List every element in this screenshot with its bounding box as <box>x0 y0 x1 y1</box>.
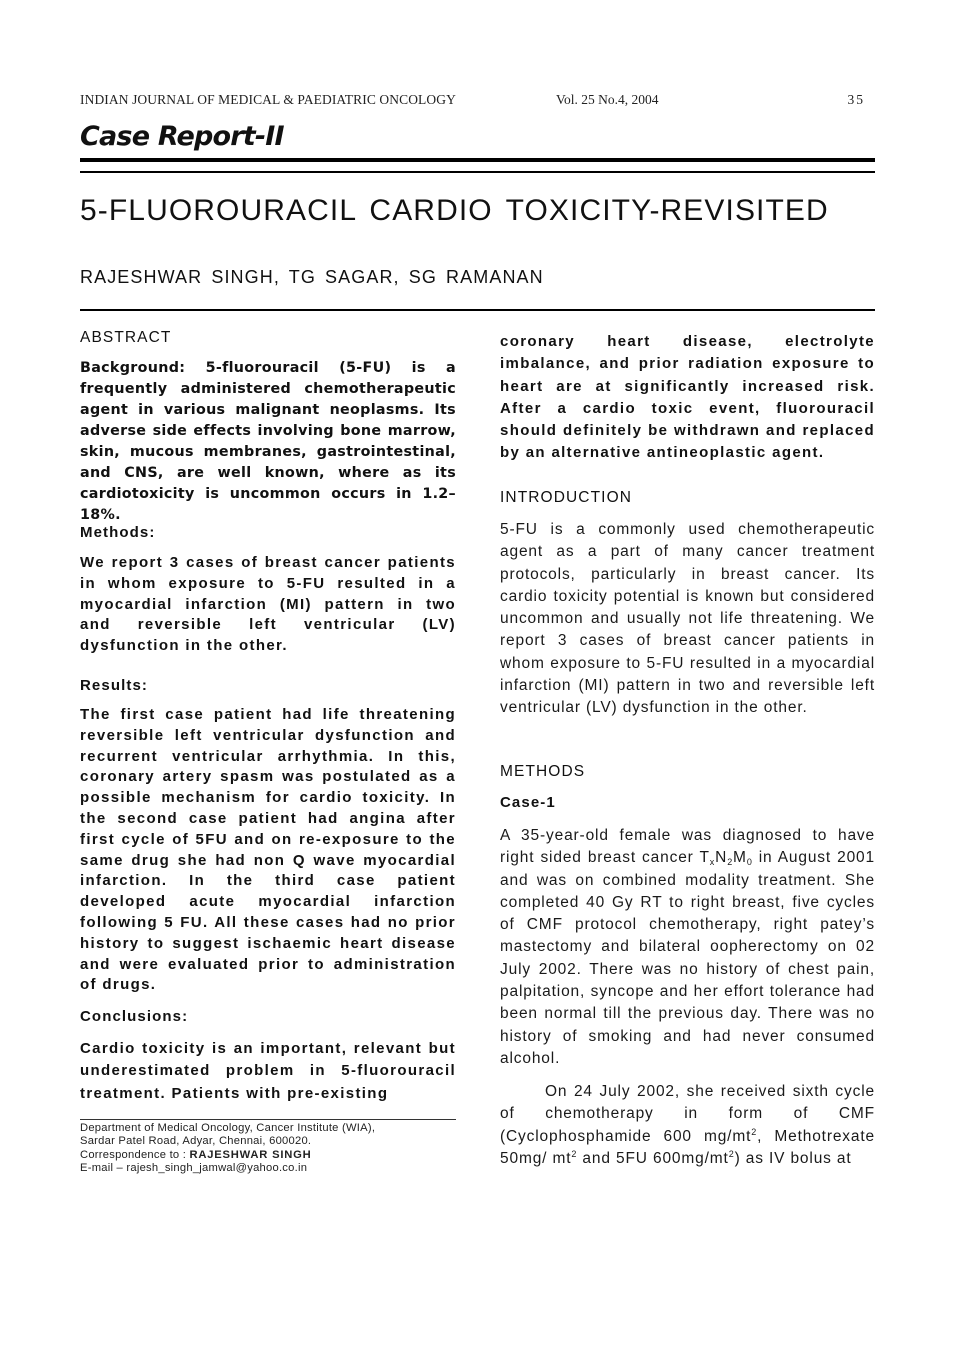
case-1-text-start: A 35-year-old female was diagnosed to have right sided breast cancer <box>500 827 875 867</box>
affiliation-line-2: Sardar Patel Road, Adyar, Chennai, 600020. <box>80 1135 312 1148</box>
journal-name: INDIAN JOURNAL OF MEDICAL & PAEDIATRIC ONCOLOGY <box>80 92 456 107</box>
running-head <box>80 92 875 110</box>
abstract-background: Background: 5-fluorouracil (5-FU) is a frequently administered chemotherapeutic agent in various malignant neoplasms. Its adverse side effects involving bone marrow, skin, mucous membranes, gastrointestinal, and CNS, are well known, where as its cardiotoxicity is uncommon occurs in 1.2–18%. <box>80 360 456 523</box>
section-label: Case Report-II <box>80 121 284 152</box>
correspondence-line <box>80 1149 470 1162</box>
case-1-text-rest: in August 2001 and was on combined modality treatment. She completed 40 Gy RT to right breast, five cycles of CMF protocol chemotherapy, right patey’s mastectomy and bilateral oopherectomy on 02 July 2002. There was no history of chest pain, palpitation, syncope and her effort tolerance had been normal till the previous day. There was no history of smoking and had never consumed alcohol. <box>500 849 875 1067</box>
affiliation-footnote <box>80 1122 470 1176</box>
case-1-paragraph-1 <box>500 825 875 1070</box>
abstract-heading: ABSTRACT <box>80 329 172 346</box>
article-authors: RAJESHWAR SINGH, TG SAGAR, SG RAMANAN <box>80 267 544 287</box>
case-1-label: Case-1 <box>500 794 556 811</box>
article-title: 5-FLUOROURACIL CARDIO TOXICITY-REVISITED <box>80 194 829 227</box>
page-number: 35 <box>847 92 865 107</box>
abstract-results: The first case patient had life threatening reversible left ventricular dysfunction and recurrent ventricular arrhythmia. In this, coronary artery spasm was postulated as a possible mechanism for cardio toxicity. In the second case patient had angina after first cycle of 5FU and on re-exposure to the same drug she had non Q wave myocardial infarction. In the third case patient developed acute myocardial infarction following 5 FU. All these cases had no prior history to suggest ischaemic heart disease and were evaluated prior to administration of drugs. <box>80 706 456 994</box>
case-1-paragraph-2: On 24 July 2002, she received sixth cycle of chemotherapy in form of CMF (Cyclophosphamide 600 $mg/mt^2$, Methotrexate 50mg/ $mt^2$ and 5FU $600mg/mt^2$) as IV bolus at <box>500 1083 875 1167</box>
abstract-results-label: Results: <box>80 677 148 694</box>
header-rule-thick <box>80 158 875 162</box>
volume-issue: Vol. 25 No.4, 2004 <box>556 92 659 107</box>
authors-rule <box>80 309 875 311</box>
footnote-rule <box>80 1119 456 1120</box>
abstract-methods: We report 3 cases of breast cancer patients in whom exposure to 5-FU resulted in a myocardial infarction (MI) pattern in two and reversible left ventricular (LV) dysfunction in the other. <box>80 554 456 655</box>
introduction-text: 5-FU is a commonly used chemotherapeutic agent as a part of many cancer treatment protocols, particularly in breast cancer. Its cardio toxicity potential is known but considered uncommon and usually not life threatening. We report 3 cases of breast cancer patients in whom exposure to 5-FU resulted in a myocardial infarction (MI) pattern in two and reversible left ventricular (LV) dysfunction in the other. <box>500 521 875 717</box>
abstract-conclusions-part2: coronary heart disease, electrolyte imbalance, and prior radiation exposure to heart are at significantly increased risk. After a cardio toxic event, fluorouracil should definitely be withdrawn and replaced by an alternative antineoplastic agent. <box>500 333 875 462</box>
email-address[interactable]: rajesh_singh_jamwal@yahoo.co.in <box>126 1162 308 1175</box>
correspondence-label: Correspondence to : <box>80 1148 190 1161</box>
email-label: E-mail – <box>80 1162 127 1175</box>
correspondence-name: RAJESHWAR SINGH <box>189 1148 312 1161</box>
email-line <box>80 1162 470 1175</box>
affiliation-line-1: Department of Medical Oncology, Cancer Institute (WIA), <box>80 1122 376 1134</box>
abstract-conclusions-label: Conclusions: <box>80 1008 189 1025</box>
tnm-staging: $T_xN_2M_0$ <box>699 849 753 868</box>
methods-heading: METHODS <box>500 763 586 780</box>
abstract-conclusions-part1: Cardio toxicity is an important, relevant but underestimated problem in 5-fluorouracil treatment. Patients with pre-existing <box>80 1040 456 1102</box>
abstract-methods-label: Methods: <box>80 524 156 541</box>
introduction-heading: INTRODUCTION <box>500 489 633 506</box>
header-rule-thin <box>80 171 875 173</box>
